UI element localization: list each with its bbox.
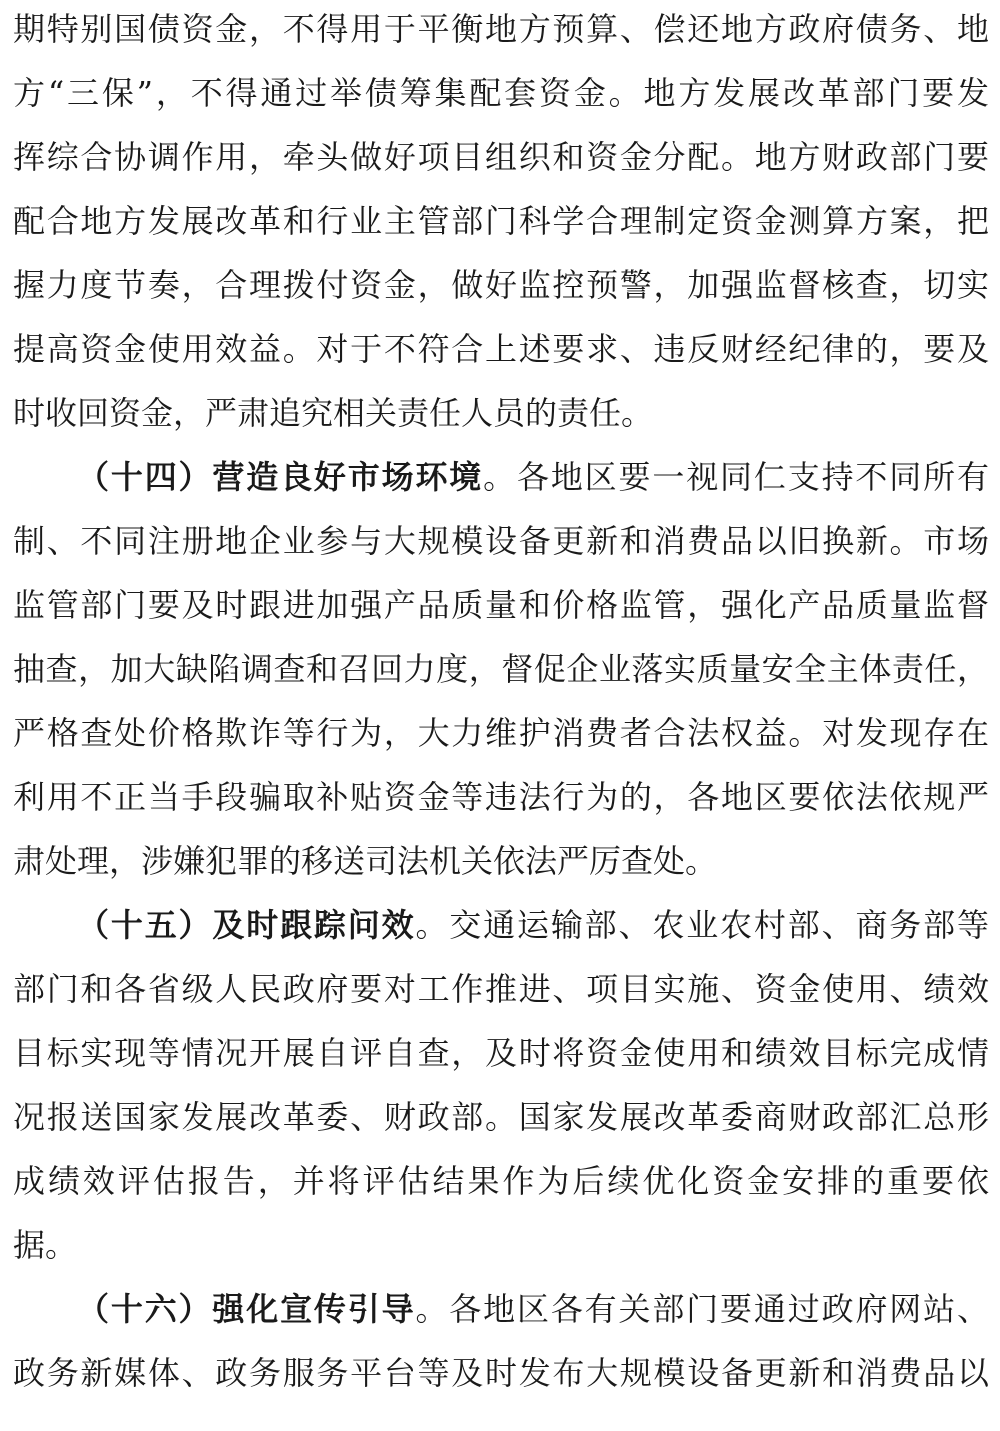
text-line: 严格查处价格欺诈等行为，大力维护消费者合法权益。对发现存在	[13, 714, 989, 752]
text-line: 提高资金使用效益。对于不符合上述要求、违反财经纪律的，要及	[13, 330, 989, 368]
section-heading: （十五）及时跟踪问效	[77, 906, 416, 944]
text-span: 。交通运输部、农业农村部、商务部等	[415, 906, 989, 944]
text-line	[13, 1277, 989, 1341]
text-line: 肃处理，涉嫌犯罪的移送司法机关依法严厉查处。	[13, 842, 718, 880]
document-body	[13, 0, 989, 1405]
paragraph-continuation	[13, 0, 989, 445]
text-line: 期特别国债资金，不得用于平衡地方预算、偿还地方政府债务、地	[13, 10, 989, 48]
text-line: 握力度节奏，合理拨付资金，做好监控预警，加强监督核查，切实	[13, 266, 989, 304]
text-line: 政务新媒体、政务服务平台等及时发布大规模设备更新和消费品以	[13, 1354, 989, 1392]
text-span: 。各地区要一视同仁支持不同所有	[483, 458, 989, 496]
text-span: 。各地区各有关部门要通过政府网站、	[415, 1290, 989, 1328]
text-line: 据。	[13, 1226, 78, 1264]
section-15-paragraph	[13, 893, 989, 1277]
text-line: 抽查，加大缺陷调查和召回力度，督促企业落实质量安全主体责任，	[13, 650, 989, 688]
text-line: 时收回资金，严肃追究相关责任人员的责任。	[13, 394, 654, 432]
text-line: 制、不同注册地企业参与大规模设备更新和消费品以旧换新。市场	[13, 522, 989, 560]
text-line	[13, 445, 989, 509]
text-line: 况报送国家发展改革委、财政部。国家发展改革委商财政部汇总形	[13, 1098, 989, 1136]
text-line: 成绩效评估报告，并将评估结果作为后续优化资金安排的重要依	[13, 1162, 989, 1200]
section-16-paragraph	[13, 1277, 989, 1405]
text-line: 监管部门要及时跟进加强产品质量和价格监管，强化产品质量监督	[13, 586, 989, 624]
section-14-paragraph	[13, 445, 989, 893]
text-line: 方“三保”，不得通过举债筹集配套资金。地方发展改革部门要发	[13, 74, 989, 112]
text-line	[13, 893, 989, 957]
section-heading: （十四）营造良好市场环境	[77, 458, 484, 496]
text-line: 利用不正当手段骗取补贴资金等违法行为的，各地区要依法依规严	[13, 778, 989, 816]
text-line: 目标实现等情况开展自评自查，及时将资金使用和绩效目标完成情	[13, 1034, 989, 1072]
text-line: 配合地方发展改革和行业主管部门科学合理制定资金测算方案，把	[13, 202, 989, 240]
text-line: 部门和各省级人民政府要对工作推进、项目实施、资金使用、绩效	[13, 970, 989, 1008]
text-line: 挥综合协调作用，牵头做好项目组织和资金分配。地方财政部门要	[13, 138, 989, 176]
section-heading: （十六）强化宣传引导	[77, 1290, 416, 1328]
